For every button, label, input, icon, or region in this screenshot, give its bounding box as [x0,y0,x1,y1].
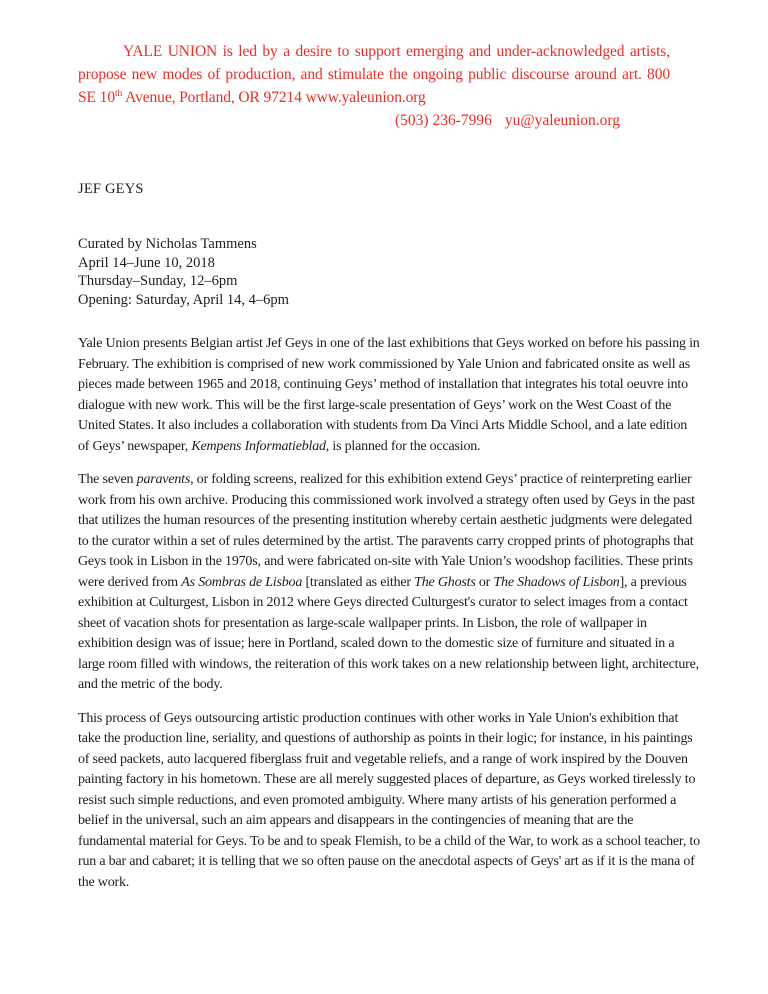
phone-number: (503) 236-7996 [395,112,492,129]
italic-translation-title: The Shadows of Lisbon [493,574,620,590]
italic-exhibition-title: As Sombras de Lisboa [181,574,303,590]
hours-line: Thursday–Sunday, 12–6pm [78,273,238,289]
press-release-page [78,40,700,893]
opening-line: Opening: Saturday, April 14, 4–6pm [78,291,289,308]
text-run: This process of Geys outsourcing artistic production continues with other works in Yale Union's exhibition that take the production line, seriality, and questions of authorship as points in their logic; for instance, in his paintings of seed packets, auto lacquered fiberglass fruit and vegetable reliefs, and a range of work inspired by the Douven painting factory in his hometown. These are all merely suggested places of departure, as Geys worked tirelessly to resist such simple reductions, and even promoted ambiguity. Where many artists of his generation performed a belief in the universal, such an aim appears and disappears in the contingencies of meaning that are the fundamental material for Geys. To be and to speak Flemish, to be a child of the War, to work as a school teacher, to run a bar and cabaret; it is telling that we so often pause on the anecdotal aspects of Geys' art as if it is the mana of the work. [78,710,700,890]
masthead-contact [78,109,700,132]
masthead-text: YALE UNION is led by a desire to support emerging and under-acknowledged artists, propose new modes of production, and stimulate the ongoing public discourse around art. 800 SE 10 [78,43,670,106]
text-run: , is planned for the occasion. [325,438,481,454]
website-link[interactable]: www.yaleunion.org [305,89,426,106]
email-link[interactable]: yu@yaleunion.org [504,112,621,129]
dates-line: April 14–June 10, 2018 [78,254,215,271]
exhibition-details [78,235,700,309]
italic-translation-title: The Ghosts [414,574,476,590]
masthead-statement [78,40,670,109]
italic-publication-title: Kempens Informatieblad [191,438,326,454]
body-paragraph-2 [78,470,700,696]
text-run: Yale Union presents Belgian artist Jef Geys in one of the last exhibitions that Geys worked on before his passing in February. The exhibition is comprised of new work commissioned by Yale Union and fabricated onsite as well as pieces made between 1965 and 2018, continuing Geys’ method of installation that integrates his total oeuvre into dialogue with new work. This will be the first large-scale presentation of Geys’ work on the West Coast of the United States. It also includes a collaboration with students from Da Vinci Arts Middle School, and a late edition of Geys’ newspaper, [78,336,700,454]
address-ordinal-superscript: th [114,87,123,99]
text-run: or [475,574,494,590]
text-run: ], a previous exhibition at Culturgest, Lisbon in 2012 where Geys directed Culturgest's curator to select images from a contact sheet of vacation shots for presentation as large-scale wallpaper prints. In Lisbon, the role of wallpaper in exhibition design was of issue; here in Portland, scaled down to the domestic size of furniture and situated in a large room filled with windows, the reiteration of this work takes on a new relationship between light, architecture, and the metric of the body. [78,574,699,692]
curator-line: Curated by Nicholas Tammens [78,236,257,252]
body-paragraph-3 [78,709,700,894]
body-paragraph-1 [78,334,700,457]
text-run: [translated as either [302,574,415,590]
text-run: The seven [78,472,137,487]
italic-term: paravents [136,472,191,487]
text-run: , or folding screens, realized for this exhibition extend Geys’ practice of reinterpreting earlier work from his own archive. Producing this commissioned work involved a strategy often used by Geys in the past that utilizes the human resources of the presenting institution whereby certain aesthetic judgments were delegated to the curator within a set of rules determined by the artist. The paravents carry cropped prints of photographs that Geys took in Lisbon in the 1970s, and were fabricated on-site with Yale Union’s woodshop facilities. These prints were derived from [78,472,695,590]
masthead-address-tail: Avenue, Portland, OR 97214 [122,89,306,106]
press-release-body [78,334,700,893]
exhibition-title: JEF GEYS [78,181,144,197]
